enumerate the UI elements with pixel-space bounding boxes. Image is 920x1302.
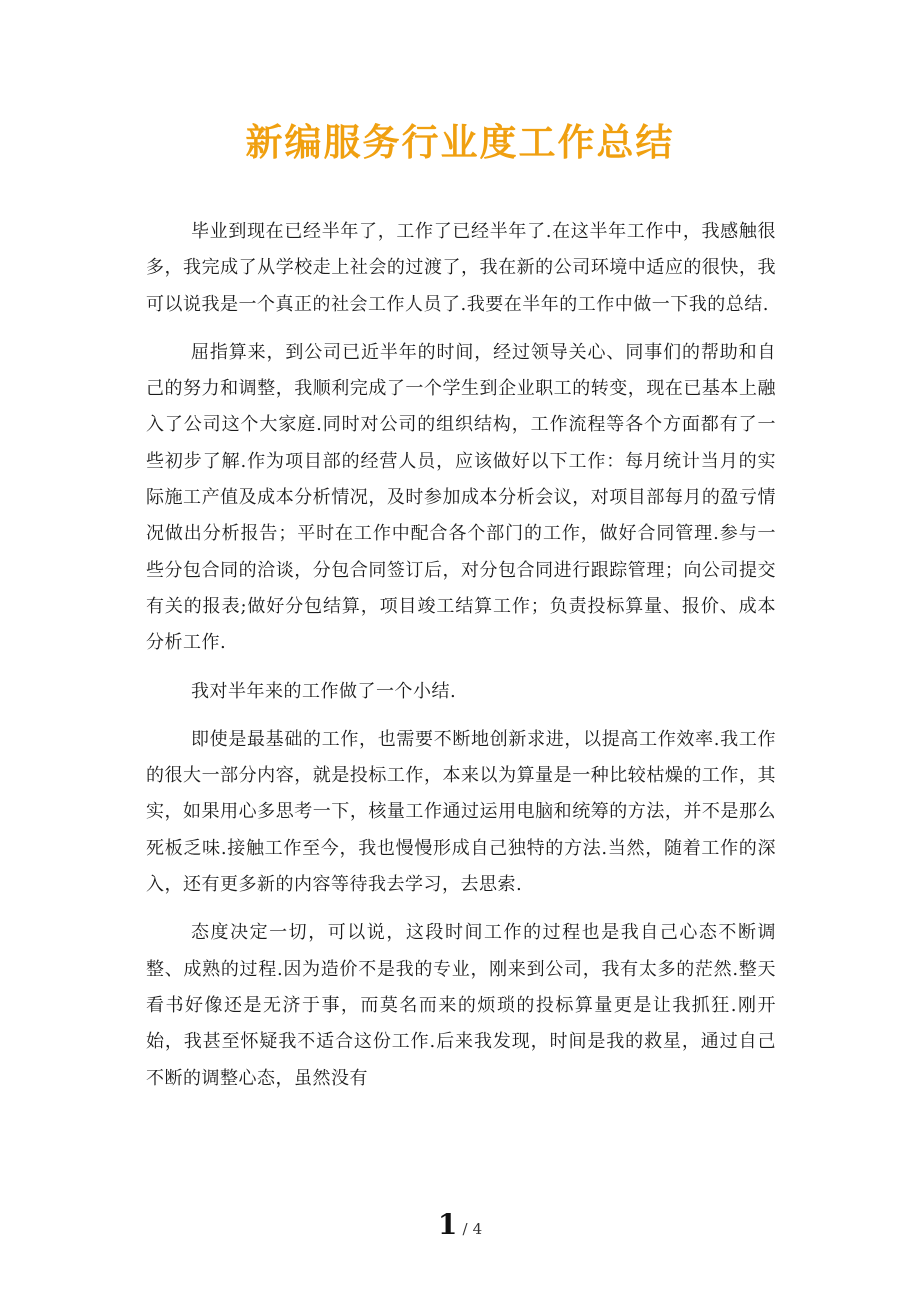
document-body — [146, 214, 776, 1109]
page-separator: / — [462, 1220, 468, 1238]
total-pages: 4 — [472, 1220, 483, 1238]
page-number — [0, 1208, 920, 1241]
paragraph-3: 我对半年来的工作做了一个小结. — [191, 680, 457, 702]
paragraph-4: 即使是最基础的工作，也需要不断地创新求进，以提高工作效率.我工作的很大一部分内容，就是投标工作，本来以为算量是一种比较枯燥的工作，其实，如果用心多思考一下，核量工作通过运用电脑和统筹的方法，并不是那么死板乏味.接触工作至今，我也慢慢形成自己独特的方法.当然，随着工作的深入，还有更多新的内容等待我去学习，去思索. — [146, 728, 776, 896]
paragraph-1: 毕业到现在已经半年了，工作了已经半年了.在这半年工作中，我感触很多，我完成了从学校走上社会的过渡了，我在新的公司环境中适应的很快，我可以说我是一个真正的社会工作人员了.我要在半年的工作中做一下我的总结. — [146, 221, 776, 315]
paragraph-5: 态度决定一切，可以说，这段时间工作的过程也是我自己心态不断调整、成熟的过程.因为造价不是我的专业，刚来到公司，我有太多的茫然.整天看书好像还是无济于事，而莫名而来的烦琐的投标算量更是让我抓狂.刚开始，我甚至怀疑我不适合这份工作.后来我发现，时间是我的救星，通过自己不断的调整心态，虽然没有 — [146, 922, 776, 1089]
document-title: 新编服务行业度工作总结 — [245, 121, 675, 164]
paragraph-2: 屈指算来，到公司已近半年的时间，经过领导关心、同事们的帮助和自己的努力和调整，我顺利完成了一个学生到企业职工的转变，现在已基本上融入了公司这个大家庭.同时对公司的组织结构，工作流程等各个方面都有了一些初步了解.作为项目部的经营人员，应该做好以下工作：每月统计当月的实际施工产值及成本分析情况，及时参加成本分析会议，对项目部每月的盈亏情况做出分析报告；平时在工作中配合各个部门的工作，做好合同管理.参与一些分包合同的洽谈，分包合同签订后，对分包合同进行跟踪管理；向公司提交有关的报表;做好分包结算，项目竣工结算工作；负责投标算量、报价、成本分析工作. — [146, 341, 776, 654]
current-page-number: 1 — [437, 1208, 458, 1241]
